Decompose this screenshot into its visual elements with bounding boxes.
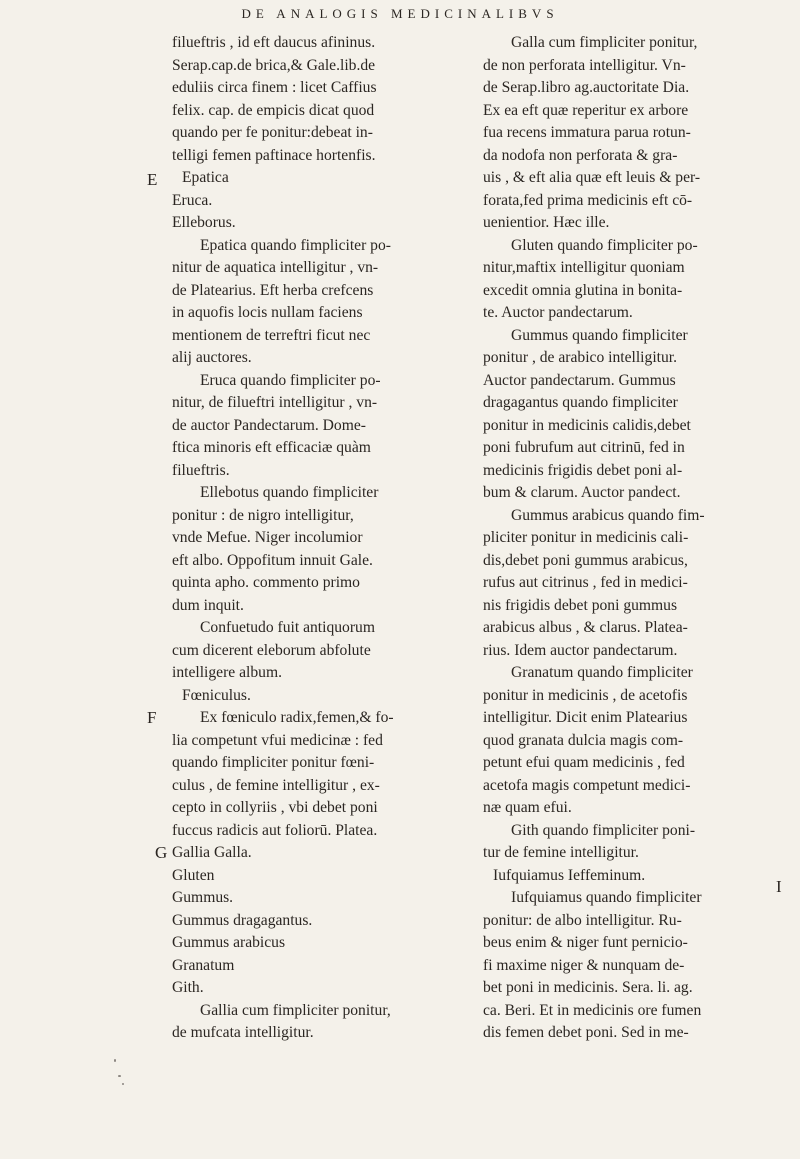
right-column-line: dragagantus quando fimpliciter <box>483 394 678 411</box>
left-column-line: cum dicerent eleborum abfolute <box>172 641 371 659</box>
right-column-line: tur de femine intelligitur. <box>483 844 639 861</box>
right-column-line: petunt efui quam medicinis , fed <box>483 754 685 771</box>
left-column-line: nitur de aquatica intelligitur , vn- <box>172 259 379 276</box>
left-column-line: intelligere album. <box>172 664 282 681</box>
left-column-line: alij auctores. <box>172 349 252 366</box>
left-column-line: Gummus dragagantus. <box>172 911 313 929</box>
right-column-line: Galla cum fimpliciter ponitur, <box>511 34 698 51</box>
margin-marker-e: E <box>147 170 158 189</box>
right-column-line: intelligitur. Dicit enim Platearius <box>483 709 688 726</box>
left-column-line: Confuetudo fuit antiquorum <box>200 619 375 636</box>
left-column-line: Gallia cum fimpliciter ponitur, <box>200 1001 391 1019</box>
left-column-line: culus , de femine intelligitur , ex- <box>172 776 380 794</box>
right-column-line: beus enim & niger funt pernicio- <box>483 934 688 951</box>
right-column-line: Gummus quando fimpliciter <box>511 326 688 344</box>
left-column-line: Gummus. <box>172 889 234 906</box>
left-column-line: Serap.cap.de brica,& Gale.lib.de <box>172 56 376 74</box>
left-column-line: quando fimpliciter ponitur fœni- <box>172 754 375 771</box>
left-column-line: Fœniculus. <box>182 686 251 704</box>
left-column-line: Gummus arabicus <box>172 934 286 951</box>
left-column-line: de auctor Pandectarum. Dome- <box>172 416 366 434</box>
ink-specks <box>110 1055 140 1095</box>
right-column-line: forata,fed prima medicinis eft cō- <box>483 191 693 209</box>
right-column-line: Iufquiamus Ieffeminum. <box>493 866 646 884</box>
right-column-line: bum & clarum. Auctor pandect. <box>483 484 681 501</box>
left-text-column <box>172 32 468 1045</box>
right-column-line: rufus aut citrinus , fed in medici- <box>483 574 688 591</box>
right-column-line: medicinis frigidis debet poni al- <box>483 461 683 479</box>
right-column-line: Gummus arabicus quando fim- <box>511 506 705 524</box>
left-column-line: dum inquit. <box>172 596 244 614</box>
left-column-line: in aquofis locis nullam faciens <box>172 304 363 321</box>
right-column-line: Gluten quando fimpliciter po- <box>511 236 698 254</box>
left-column-line: quinta apho. commento primo <box>172 574 360 591</box>
left-column-line: telligi femen paftinace hortenfis. <box>172 146 376 164</box>
left-column-line: de Platearius. Eft herba crefcens <box>172 281 374 299</box>
margin-marker-f: F <box>147 708 157 727</box>
right-column-line: uenientior. Hæc ille. <box>483 214 610 231</box>
right-column-line: ponitur in medicinis , de acetofis <box>483 686 688 704</box>
right-column-line: acetofa magis competunt medici- <box>483 776 691 794</box>
left-column-line: cepto in collyriis , vbi debet poni <box>172 799 378 816</box>
left-column-line: de mufcata intelligitur. <box>172 1024 314 1041</box>
right-text-column <box>483 32 783 1045</box>
left-column-line: Eruca. <box>172 191 213 209</box>
margin-marker-i: I <box>776 877 782 896</box>
right-column-line: ponitur: de albo intelligitur. Ru- <box>483 911 682 929</box>
left-column-line: Granatum <box>172 956 235 974</box>
right-column-line: dis,debet poni gummus arabicus, <box>483 551 688 569</box>
right-column-line: næ quam efui. <box>483 799 572 816</box>
left-column-line: mentionem de terreftri ficut nec <box>172 326 371 344</box>
right-column-line: Ex ea eft quæ reperitur ex arbore <box>483 101 689 119</box>
right-column-line: Iufquiamus quando fimpliciter <box>511 889 702 906</box>
left-column-line: felix. cap. de empicis dicat quod <box>172 101 375 119</box>
left-column-line: Eruca quando fimpliciter po- <box>200 371 381 389</box>
left-column-line: ponitur : de nigro intelligitur, <box>172 506 354 524</box>
left-column-line: Gallia Galla. <box>172 844 252 861</box>
left-column-line: eft albo. Oppofitum innuit Gale. <box>172 551 373 569</box>
left-column-line: Epatica quando fimpliciter po- <box>200 236 391 254</box>
left-column-line: quando per fe ponitur:debeat in- <box>172 124 373 141</box>
right-column-line: de non perforata intelligitur. Vn- <box>483 56 686 74</box>
right-column-line: Granatum quando fimpliciter <box>511 664 693 681</box>
left-column-line: filueftris , id eft daucus afininus. <box>172 34 376 51</box>
left-column-line: filueftris. <box>172 461 230 479</box>
left-column-line: Ellebotus quando fimpliciter <box>200 484 379 501</box>
right-column-line: uis , & eft alia quæ eft leuis & per- <box>483 169 701 186</box>
right-column-line: dis femen debet poni. Sed in me- <box>483 1024 689 1041</box>
right-column-line: rius. Idem auctor pandectarum. <box>483 641 678 659</box>
right-column-line: Gith quando fimpliciter poni- <box>511 821 696 839</box>
right-column-line: quod granata dulcia magis com- <box>483 731 684 749</box>
right-column-line: ca. Beri. Et in medicinis ore fumen <box>483 1001 702 1019</box>
margin-marker-g: G <box>155 843 168 862</box>
left-column-line: Elleborus. <box>172 214 236 231</box>
right-column-line: ponitur , de arabico intelligitur. <box>483 349 678 366</box>
left-column-line: nitur, de filueftri intelligitur , vn- <box>172 394 378 411</box>
left-column-line: eduliis circa finem : licet Caffius <box>172 79 377 96</box>
right-column-line: ponitur in medicinis calidis,debet <box>483 416 691 434</box>
right-column-line: arabicus albus , & clarus. Platea- <box>483 619 688 636</box>
left-column-line: ftica minoris eft efficaciæ quàm <box>172 439 371 456</box>
running-head: DE ANALOGIS MEDICINALIBVS <box>241 6 559 21</box>
right-column-line: da nodofa non perforata & gra- <box>483 146 678 164</box>
left-column-line: Gluten <box>172 866 215 884</box>
right-column-line: fua recens immatura parua rotun- <box>483 124 691 141</box>
left-column-line: Gith. <box>172 979 204 996</box>
right-column-line: nitur,maftix intelligitur quoniam <box>483 259 685 276</box>
left-column-line: Ex fœniculo radix,femen,& fo- <box>200 709 394 726</box>
right-column-line: Auctor pandectarum. Gummus <box>483 371 676 389</box>
right-column-line: de Serap.libro ag.auctoritate Dia. <box>483 79 690 96</box>
left-column-line: vnde Mefue. Niger incolumior <box>172 529 363 546</box>
right-column-line: bet poni in medicinis. Sera. li. ag. <box>483 979 693 996</box>
right-column-line: poni fubrufum aut citrinū, fed in <box>483 439 685 456</box>
right-column-line: excedit omnia glutina in bonita- <box>483 281 683 299</box>
right-column-line: pliciter ponitur in medicinis cali- <box>483 529 689 546</box>
left-column-line: Epatica <box>182 169 229 186</box>
right-column-line: nis frigidis debet poni gummus <box>483 596 678 614</box>
right-column-line: fi maxime niger & nunquam de- <box>483 956 685 974</box>
right-column-line: te. Auctor pandectarum. <box>483 304 633 321</box>
left-column-line: fuccus radicis aut foliorū. Platea. <box>172 821 378 839</box>
left-column-line: lia competunt vfui medicinæ : fed <box>172 731 383 749</box>
